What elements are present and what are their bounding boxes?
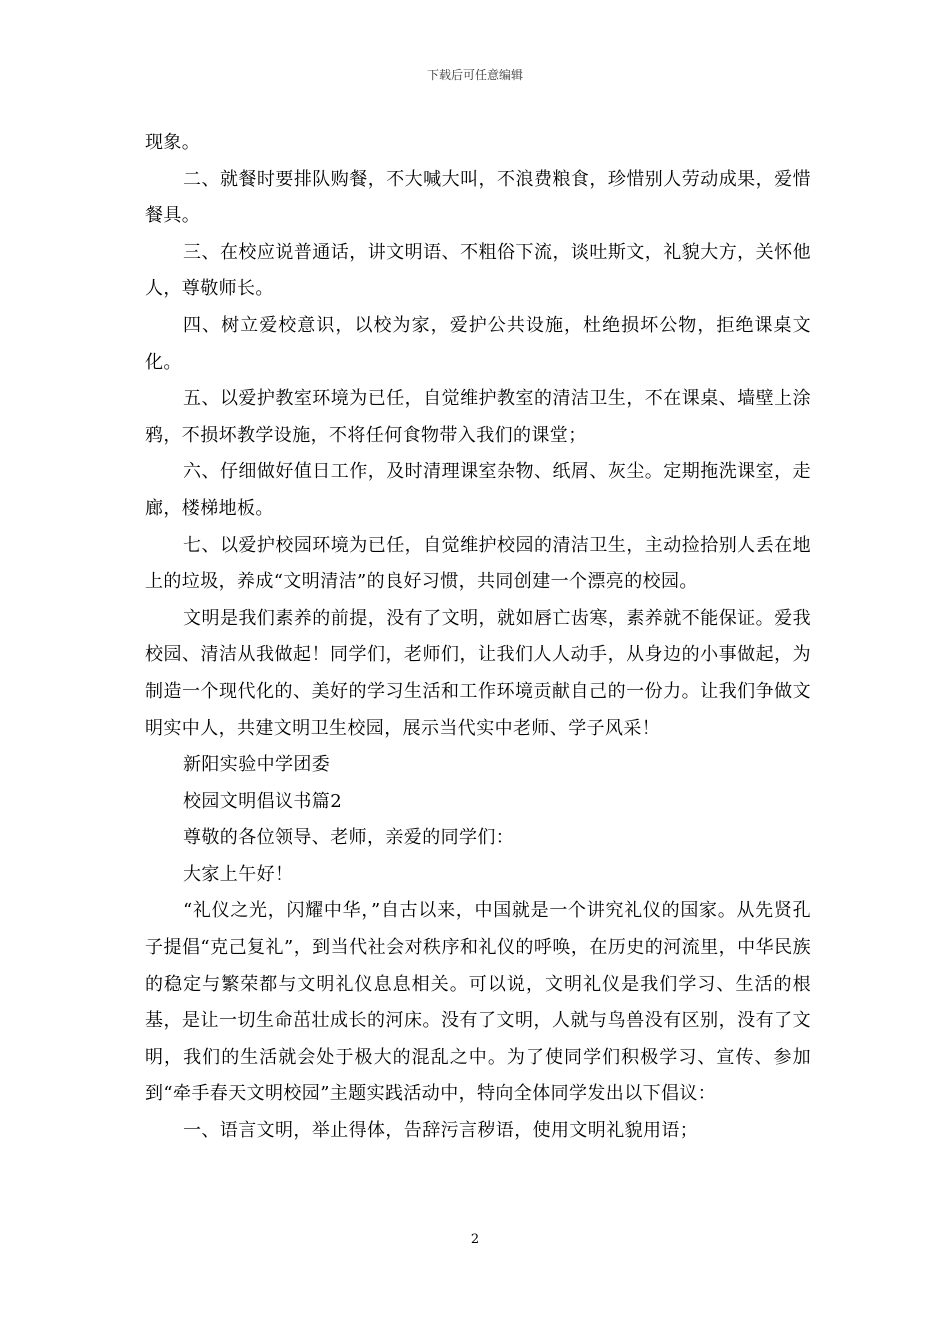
paragraph-6: 六、仔细做好值日工作，及时清理课室杂物、纸屑、灰尘。定期拖洗课室，走廊，楼梯地板。 bbox=[145, 461, 811, 519]
paragraph-7: 七、以爱护校园环境为已任，自觉维护校园的清洁卫生，主动捡拾别人丢在地上的垃圾，养成“文明清洁”的良好习惯，共同创建一个漂亮的校园。 bbox=[145, 534, 811, 593]
page-header: 下载后可任意编辑 bbox=[426, 68, 523, 82]
paragraph-4: 四、树立爱校意识，以校为家，爱护公共设施，杜绝损坏公物，拒绝课桌文化。 bbox=[145, 314, 811, 373]
greeting: 大家上午好！ bbox=[183, 863, 294, 885]
paragraph-8: 文明是我们素养的前提，没有了文明，就如唇亡齿寒，素养就不能保证。爱我校园、清洁从我做起！同学们，老师们，让我们人人动手，从身边的小事做起，为制造一个现代化的、美好的学习生活和工作环境贡献自己的一份力。让我们争做文明实中人，共建文明卫生校园，展示当代实中老师、学子风采！ bbox=[145, 607, 811, 739]
page-number: 2 bbox=[470, 1232, 480, 1247]
salutation: 尊敬的各位领导、老师，亲爱的同学们： bbox=[183, 827, 515, 849]
paragraph-1: 现象。 bbox=[145, 132, 201, 153]
paragraph-5: 五、以爱护教室环境为已任，自觉维护教室的清洁卫生，不在课桌、墙壁上涂鸦，不损坏教学设施，不将任何食物带入我们的课堂； bbox=[145, 388, 811, 446]
paragraph-2: 二、就餐时要排队购餐，不大喊大叫，不浪费粮食，珍惜别人劳动成果，爱惜餐具。 bbox=[145, 168, 811, 227]
section-title: 校园文明倡议书篇2 bbox=[183, 790, 343, 812]
paragraph-13: “礼仪之光，闪耀中华，”自古以来，中国就是一个讲究礼仪的国家。从先贤孔子提倡“克己复礼”，到当代社会对秩序和礼仪的呼唤，在历史的河流里，中华民族的稳定与繁荣都与文明礼仪息息相关。可以说，文明礼仪是我们学习、生活的根基，是让一切生命茁壮成长的河床。没有了文明，人就与鸟兽没有区别，没有了文明，我们的生活就会处于极大的混乱之中。为了使同学们积极学习、宣传、参加到“牵手春天文明校园”主题实践活动中，特向全体同学发出以下倡议： bbox=[145, 900, 811, 1105]
document-body bbox=[145, 125, 811, 1150]
paragraph-3: 三、在校应说普通话，讲文明语、不粗俗下流，谈吐斯文，礼貌大方，关怀他人，尊敬师长。 bbox=[145, 241, 811, 300]
signature-line: 新阳实验中学团委 bbox=[183, 754, 331, 776]
paragraph-14: 一、语言文明，举止得体，告辞污言秽语，使用文明礼貌用语； bbox=[183, 1120, 699, 1142]
